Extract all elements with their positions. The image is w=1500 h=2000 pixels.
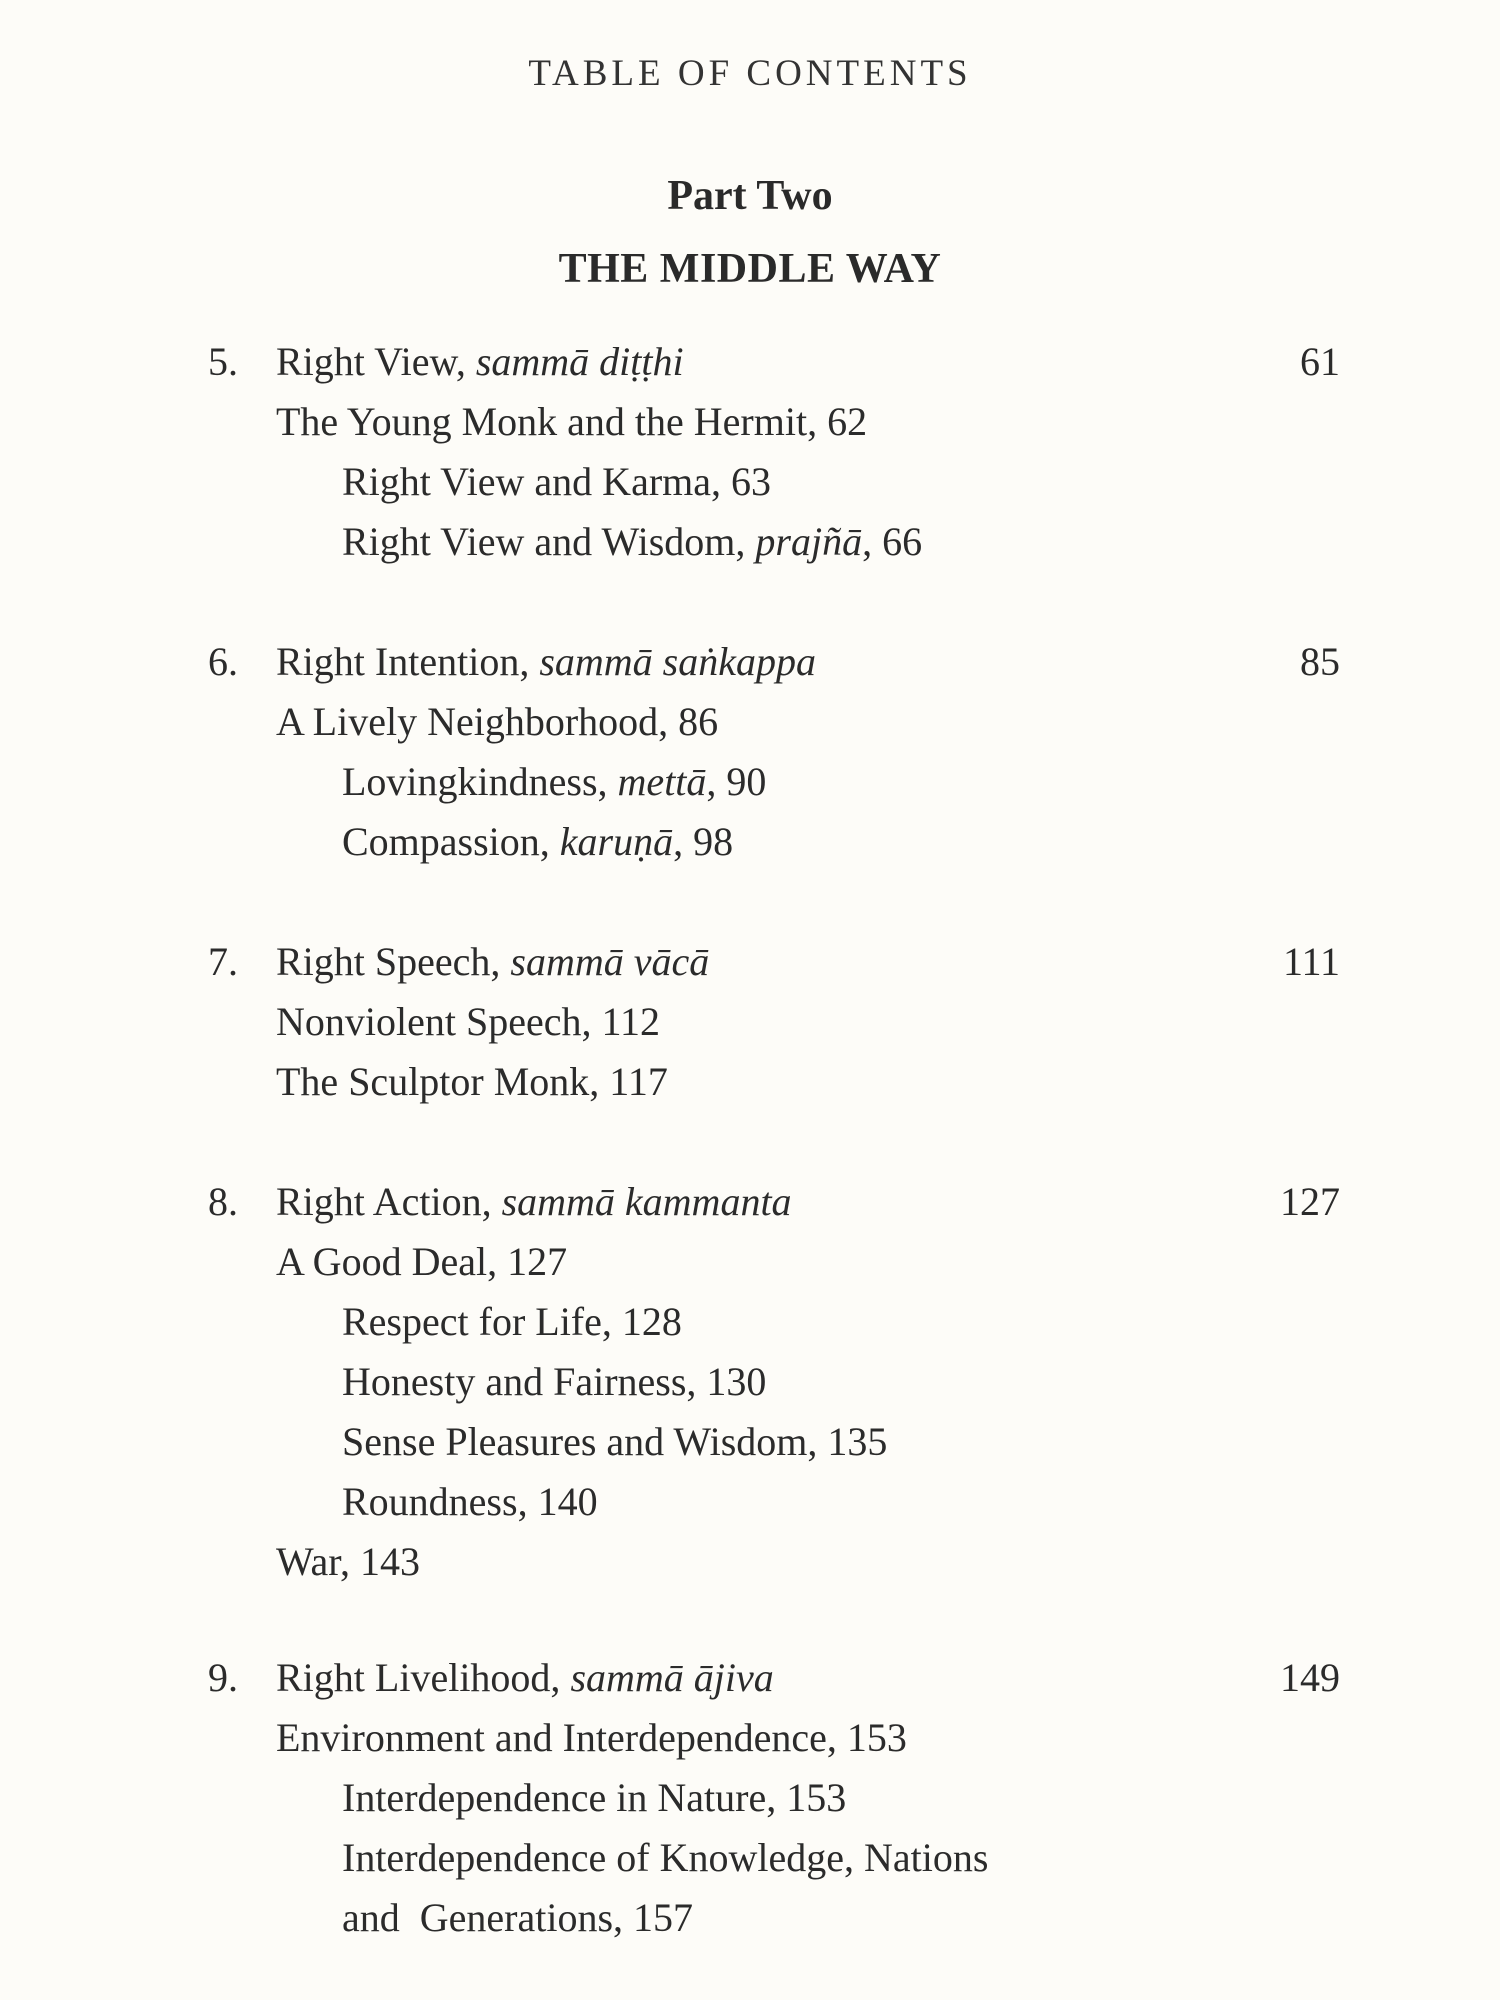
toc-subentry: Interdependence of Knowledge, Nations [342, 1835, 989, 1880]
toc-subentry: Lovingkindness, mettā, 90 [342, 759, 767, 804]
toc-subentry: Interdependence in Nature, 153 [342, 1775, 847, 1820]
chapter-title-pali: sammā saṅkappa [539, 639, 816, 684]
chapter-number: 5. [208, 339, 238, 384]
toc-chapter-6 [0, 632, 1500, 872]
chapter-title-pali: sammā vācā [510, 939, 710, 984]
chapter-page-number: 61 [1300, 339, 1340, 384]
toc-chapter-7 [0, 932, 1500, 1112]
chapter-title: Right View, sammā diṭṭhi [276, 339, 684, 384]
toc-subentry: Sense Pleasures and Wisdom, 135 [342, 1419, 888, 1464]
chapter-title: Right Action, sammā kammanta [276, 1179, 792, 1224]
chapter-title: Right Intention, sammā saṅkappa [276, 639, 816, 684]
toc-entry: Environment and Interdependence, 153 [276, 1715, 907, 1760]
chapter-title-pali: sammā ājiva [570, 1655, 774, 1700]
toc-entry: A Good Deal, 127 [276, 1239, 568, 1284]
toc-entry: The Sculptor Monk, 117 [276, 1059, 668, 1104]
chapter-heading [0, 632, 1500, 692]
chapter-page-number: 111 [1282, 939, 1340, 984]
chapter-page-number: 127 [1280, 1179, 1340, 1224]
toc-subentry: Roundness, 140 [342, 1479, 598, 1524]
toc-entry: Nonviolent Speech, 112 [276, 999, 661, 1044]
toc-subentry: Compassion, karuṇā, 98 [342, 819, 734, 864]
toc-chapter-9 [0, 1648, 1500, 1948]
toc-chapter-5 [0, 332, 1500, 572]
toc-subentry: Respect for Life, 128 [342, 1299, 682, 1344]
chapter-number: 9. [208, 1655, 238, 1700]
toc-chapter-8 [0, 1172, 1500, 1592]
chapter-heading [0, 932, 1500, 992]
toc-subentry: Right View and Karma, 63 [342, 459, 772, 504]
chapter-title: Right Speech, sammā vācā [276, 939, 710, 984]
toc-subentry: Honesty and Fairness, 130 [342, 1359, 767, 1404]
chapter-page-number: 85 [1300, 639, 1340, 684]
chapter-title-pali: sammā kammanta [501, 1179, 792, 1224]
toc-entry: The Young Monk and the Hermit, 62 [276, 399, 868, 444]
chapter-page-number: 149 [1280, 1655, 1340, 1700]
toc-entry: War, 143 [276, 1539, 421, 1584]
toc-subentry: Right View and Wisdom, prajñā, 66 [342, 519, 923, 564]
chapter-title: Right Livelihood, sammā ājiva [276, 1655, 774, 1700]
chapter-number: 7. [208, 939, 238, 984]
toc-subentry: and Generations, 157 [342, 1895, 694, 1940]
chapter-heading [0, 332, 1500, 392]
chapter-number: 6. [208, 639, 238, 684]
part-label: Part Two [667, 173, 833, 219]
chapter-heading [0, 1648, 1500, 1708]
running-head: TABLE OF CONTENTS [528, 53, 972, 94]
chapter-heading [0, 1172, 1500, 1232]
toc-entry: A Lively Neighborhood, 86 [276, 699, 719, 744]
chapter-number: 8. [208, 1179, 238, 1224]
chapter-title-pali: sammā diṭṭhi [475, 339, 684, 384]
part-title: THE MIDDLE WAY [558, 246, 942, 292]
